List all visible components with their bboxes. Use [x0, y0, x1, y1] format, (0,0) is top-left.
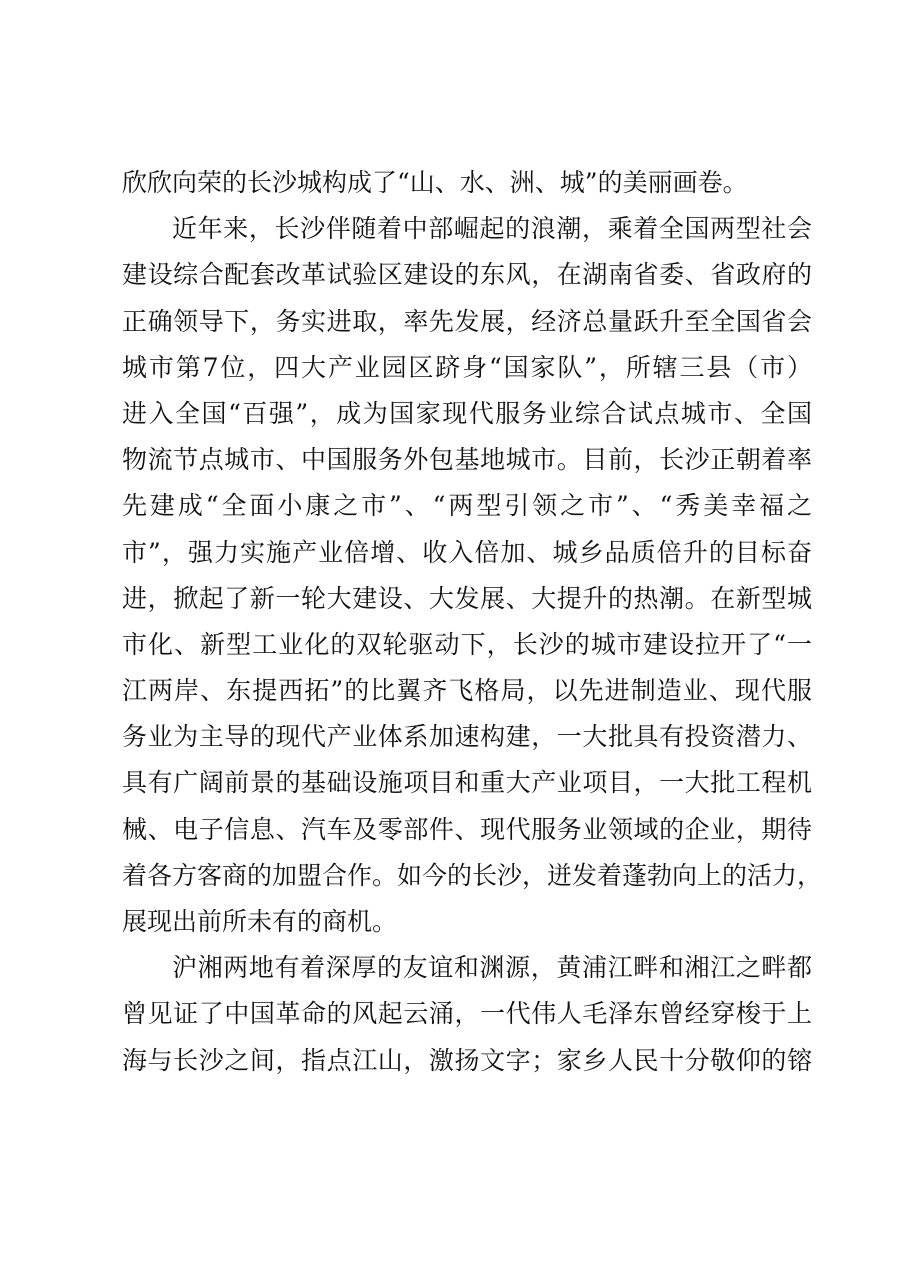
text-line: 江两岸、东提西拓”的比翼齐飞格局，以先进制造业、现代服 [122, 676, 812, 706]
text-line: 务业为主导的现代产业体系加速构建，一大批具有投资潜力、 [122, 722, 812, 752]
text-line: 具有广阔前景的基础设施项目和重大产业项目，一大批工程机 [122, 768, 812, 798]
text-line: 近年来，长沙伴随着中部崛起的浪潮，乘着全国两型社会 [172, 214, 812, 244]
text-line: 市”，强力实施产业倍增、收入倍加、城乡品质倍升的目标奋 [122, 537, 812, 567]
text-line: 海与长沙之间，指点江山，激扬文字；家乡人民十分敬仰的镕 [122, 1045, 812, 1075]
text-line: 建设综合配套改革试验区建设的东风，在湖南省委、省政府的 [122, 260, 812, 290]
text-line: 进入全国“百强”，成为国家现代服务业综合试点城市、全国 [122, 398, 812, 428]
text-line: 沪湘两地有着深厚的友谊和渊源，黄浦江畔和湘江之畔都 [172, 953, 812, 983]
text-line: 展现出前所未有的商机。 [122, 907, 398, 936]
text-line: 物流节点城市、中国服务外包基地城市。目前，长沙正朝着率 [122, 445, 812, 475]
text-line: 着各方客商的加盟合作。如今的长沙，迸发着蓬勃向上的活力， [122, 860, 823, 890]
text-line: 市化、新型工业化的双轮驱动下，长沙的城市建设拉开了“一 [122, 629, 812, 659]
text-line: 正确领导下，务实进取，率先发展，经济总量跃升至全国省会 [122, 306, 812, 336]
text-line: 城市第7位，四大产业园区跻身“国家队”，所辖三县（市） [122, 352, 812, 382]
body-text [122, 160, 823, 1084]
text-line: 先建成“全面小康之市”、“两型引领之市”、“秀美幸福之 [122, 491, 812, 521]
text-line: 欣欣向荣的长沙城构成了“山、水、洲、城”的美丽画卷。 [122, 168, 748, 197]
text-line: 进，掀起了新一轮大建设、大发展、大提升的热潮。在新型城 [122, 583, 812, 613]
text-line: 曾见证了中国革命的风起云涌，一代伟人毛泽东曾经穿梭于上 [122, 999, 812, 1029]
text-line: 械、电子信息、汽车及零部件、现代服务业领域的企业，期待 [122, 814, 812, 844]
